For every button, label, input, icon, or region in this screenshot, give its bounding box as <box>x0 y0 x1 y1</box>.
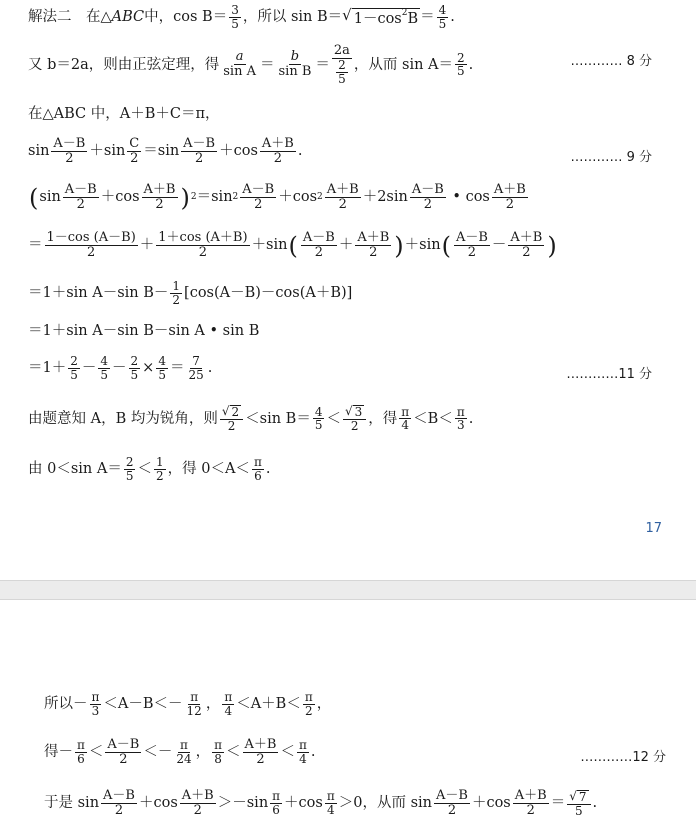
denominator: 2 <box>447 803 457 819</box>
square-root <box>569 790 588 804</box>
fraction <box>270 790 282 817</box>
exponent: 2 <box>317 192 323 203</box>
solution-line-1 <box>28 4 455 31</box>
numerator: A－B <box>302 230 335 245</box>
line-text: ＋cos <box>219 143 258 160</box>
numerator: A＋B <box>493 182 526 197</box>
denominator: 6 <box>254 468 262 483</box>
numerator: 4 <box>158 354 166 368</box>
line-text: ＋2sin <box>362 189 408 206</box>
solution-line-2 <box>28 44 473 86</box>
denominator: 2 <box>505 197 514 213</box>
score-marker: ………… 8 分 <box>570 54 652 69</box>
exponent: 2 <box>401 8 408 19</box>
denominator: 2 <box>350 418 359 433</box>
solution-line-5 <box>28 183 530 212</box>
numerator: A－B <box>64 182 97 197</box>
numerator: π <box>190 690 199 704</box>
numerator: 2 <box>70 354 78 368</box>
fraction <box>260 137 296 166</box>
line-text: ，得 <box>368 410 398 427</box>
numerator: 2a <box>333 43 350 58</box>
line-text: ＜ <box>326 410 341 427</box>
fraction <box>454 231 490 260</box>
fraction <box>301 231 337 260</box>
numerator: 1－cos (A－B) <box>46 230 136 245</box>
denominator: 2 <box>254 197 263 213</box>
fraction <box>51 137 87 166</box>
fraction <box>243 738 279 767</box>
solution-line-6 <box>28 231 558 260</box>
score-marker: ………… 9 分 <box>570 150 652 165</box>
denominator: 2 <box>195 151 204 167</box>
numerator: A＋B <box>261 136 294 151</box>
denominator: 5 <box>130 367 139 382</box>
numerator: π <box>214 738 223 753</box>
line-text: ＝1＋sin A－sin B－ <box>28 285 169 302</box>
radical-sign: √ <box>569 788 577 803</box>
denominator: 5 <box>438 16 447 31</box>
numerator: π <box>224 690 233 704</box>
denominator: 2 <box>526 803 535 819</box>
line-text: ＋ <box>338 237 354 254</box>
line-text: ＝ <box>260 56 275 73</box>
compound-fraction <box>332 44 352 86</box>
right-paren: ) <box>180 183 190 212</box>
fraction <box>212 739 224 766</box>
numerator: A＋B <box>326 182 359 197</box>
line-text: ＜ <box>280 744 295 761</box>
fraction <box>142 183 178 212</box>
line-text: ＜ <box>88 744 104 761</box>
line-text: 中，cos B＝ <box>144 9 228 26</box>
radicand-text: 1－cos <box>353 11 402 28</box>
fraction <box>174 739 193 766</box>
denominator: 24 <box>176 752 192 767</box>
denominator: 2 <box>273 151 283 167</box>
denominator: 2 <box>87 245 96 261</box>
line-text: ＋ <box>139 237 155 254</box>
fraction <box>303 691 315 718</box>
line-text: ＜sin B＝ <box>245 410 311 427</box>
fraction <box>434 789 470 818</box>
fraction <box>156 355 168 382</box>
denominator: 2 <box>467 245 477 261</box>
denominator: 2 <box>369 245 378 261</box>
numerator: 3 <box>231 3 239 17</box>
fraction <box>455 406 467 433</box>
solution-line-14 <box>44 789 597 818</box>
denominator: 2 <box>522 245 531 261</box>
radical-sign: √ <box>344 404 353 418</box>
numerator: 1 <box>155 455 164 469</box>
line-text: 于是 sin <box>44 795 100 812</box>
line-text: ，从而 sin A＝ <box>353 56 454 73</box>
numerator: π <box>77 738 85 753</box>
denominator: 2 <box>155 197 164 213</box>
line-text: ＋cos <box>471 795 511 812</box>
denominator: sin B <box>278 64 312 80</box>
numerator: 2 <box>130 354 139 368</box>
line-text: . <box>592 795 598 812</box>
denominator: 2 <box>304 703 313 718</box>
left-paren: ( <box>29 183 39 212</box>
score-marker: …………12 分 <box>580 750 666 765</box>
fraction <box>127 137 141 166</box>
solution-line-3 <box>28 107 220 122</box>
fraction <box>221 50 258 79</box>
numerator: A＋B <box>181 788 214 803</box>
line-text: － <box>112 360 127 377</box>
numerator: A－B <box>53 136 86 151</box>
denominator: 2 <box>193 803 202 819</box>
line-text: • cos <box>447 189 490 206</box>
fraction <box>186 355 205 382</box>
square-root <box>342 8 420 27</box>
denominator: 6 <box>272 803 280 818</box>
fraction <box>240 183 276 212</box>
line-text: ＞0，从而 sin <box>338 795 432 812</box>
line-text: . <box>297 143 303 160</box>
numerator: π <box>180 738 188 753</box>
denominator: 4 <box>401 418 410 433</box>
line-text: 在△ABC 中，A＋B＋C＝π， <box>28 106 220 122</box>
line-text: ，得 0＜A＜ <box>167 461 250 478</box>
denominator: 5 <box>158 367 166 382</box>
fraction <box>277 50 314 79</box>
fraction <box>154 456 166 483</box>
line-text: ， <box>316 696 332 713</box>
numerator: b <box>290 49 300 65</box>
square-root <box>222 405 241 419</box>
denominator: 25 <box>188 367 204 382</box>
line-text: sin <box>28 143 50 160</box>
solution-line-13 <box>44 738 315 767</box>
fraction <box>455 52 467 79</box>
denominator: 4 <box>299 752 307 767</box>
numerator: π <box>326 789 335 804</box>
radicand: 2 <box>231 405 240 419</box>
line-text: . <box>265 461 271 478</box>
numerator: 2 <box>338 58 346 73</box>
fraction <box>399 406 411 433</box>
fraction <box>325 790 337 817</box>
numerator: π <box>91 690 100 704</box>
denominator: 2 <box>65 151 74 167</box>
denominator: 8 <box>214 752 222 767</box>
fraction <box>252 456 264 483</box>
line-text: ＜A＋B＜ <box>236 696 301 713</box>
numerator: 1＋cos (A＋B) <box>158 230 248 245</box>
line-text: ， <box>205 696 221 713</box>
line-text: ＋cos <box>278 189 318 206</box>
right-paren: ) <box>547 231 557 260</box>
score-marker: …………11 分 <box>566 367 652 382</box>
line-text: ，所以 sin B＝ <box>242 9 343 26</box>
fraction <box>220 405 243 433</box>
denominator: 4 <box>326 803 335 818</box>
numerator: A－B <box>242 182 275 197</box>
fraction <box>105 738 141 767</box>
fraction <box>313 406 325 433</box>
line-text: ＝1＋ <box>28 360 67 377</box>
denominator: 2 <box>198 245 208 261</box>
line-text: ＜A－B＜－ <box>103 696 183 713</box>
line-text: [cos(A－B)－cos(A＋B)] <box>184 285 353 302</box>
denominator: 5 <box>231 16 239 31</box>
fraction <box>343 405 366 433</box>
line-text: 解法二 在△ <box>28 9 112 26</box>
denominator: 3 <box>456 418 465 433</box>
fraction <box>75 739 87 766</box>
numerator: A－B <box>183 136 216 151</box>
numerator: π <box>456 404 465 419</box>
line-text: ＋sin <box>89 143 126 160</box>
denominator: 2 <box>338 197 347 213</box>
denominator: 2 <box>130 151 139 167</box>
line-text: ＝ <box>315 56 330 73</box>
denominator: 4 <box>224 703 233 718</box>
fraction <box>410 183 446 212</box>
numerator: π <box>272 789 281 804</box>
numerator: A＋B <box>510 230 543 245</box>
numerator: A＋B <box>143 182 176 197</box>
radicand: 3 <box>354 405 363 419</box>
numerator <box>220 405 243 420</box>
numerator <box>343 405 366 420</box>
line-text: ＝ <box>169 360 185 377</box>
line-text: . <box>468 410 474 427</box>
denominator: 5 <box>457 64 465 79</box>
left-paren: ( <box>288 231 298 260</box>
fraction <box>437 4 449 31</box>
square-root <box>345 405 364 419</box>
fraction <box>336 59 348 86</box>
fraction <box>101 789 137 818</box>
denominator: 5 <box>70 367 78 382</box>
denominator: 5 <box>100 367 109 382</box>
line-text: sin <box>39 189 61 206</box>
fraction <box>567 790 590 818</box>
fraction <box>98 355 110 382</box>
line-text: 又 b＝2a，则由正弦定理，得 <box>28 56 220 73</box>
solution-line-10 <box>28 405 473 433</box>
document-page-2 <box>0 600 696 829</box>
fraction <box>325 183 361 212</box>
line-text: ＝sin <box>143 143 180 160</box>
fraction <box>180 789 216 818</box>
right-paren: ) <box>394 231 404 260</box>
numerator: 2 <box>125 455 134 469</box>
line-text: ＜ <box>226 744 241 761</box>
radicand <box>352 8 420 27</box>
exponent: 2 <box>190 192 197 203</box>
line-text: 由 0＜sin A＝ <box>28 461 122 478</box>
radicand: 7 <box>578 789 587 804</box>
denominator: 2 <box>227 418 236 433</box>
fraction <box>170 280 182 307</box>
numerator: A－B <box>107 737 140 752</box>
page-separator <box>0 580 696 600</box>
fraction <box>492 183 528 212</box>
line-text: ＝sin <box>196 189 233 206</box>
numerator: 4 <box>314 404 323 419</box>
fraction <box>181 137 217 166</box>
solution-line-12 <box>44 691 331 718</box>
solution-line-8 <box>28 324 259 339</box>
line-text: . <box>207 360 213 377</box>
fraction <box>68 355 80 382</box>
solution-line-4 <box>28 137 302 166</box>
line-text: ＜－ <box>143 744 173 761</box>
line-text: ， <box>195 744 211 761</box>
line-text: ＋sin <box>251 237 288 254</box>
line-text: . <box>468 56 474 73</box>
numerator: A－B <box>411 182 444 197</box>
denominator: 6 <box>77 752 85 767</box>
denominator: 5 <box>338 71 346 86</box>
line-text: ＋cos <box>138 795 178 812</box>
page-number: 17 <box>645 521 662 536</box>
denominator: 2 <box>314 245 323 261</box>
fraction <box>222 691 234 718</box>
denominator: 5 <box>314 418 323 433</box>
fraction <box>185 691 204 718</box>
numerator: a <box>235 49 244 65</box>
numerator: 7 <box>192 354 200 368</box>
fraction <box>90 691 102 718</box>
line-text: ＝1＋sin A－sin B－sin A • sin B <box>28 323 260 339</box>
line-text: ＝ <box>28 237 43 254</box>
line-text: ＝ <box>550 795 566 812</box>
line-text: ＜ <box>137 461 152 478</box>
fraction <box>156 231 249 260</box>
line-text: ＜B＜ <box>413 410 453 427</box>
numerator: π <box>401 404 410 419</box>
numerator: C <box>129 136 140 151</box>
fraction <box>129 355 141 382</box>
denominator: 2 <box>256 752 265 768</box>
numerator: A－B <box>436 788 468 803</box>
numerator: A＋B <box>514 788 547 803</box>
line-text: 得－ <box>44 744 73 761</box>
radicand-text: B <box>407 11 419 28</box>
fraction <box>355 231 391 260</box>
line-text: ABC <box>111 9 145 26</box>
solution-line-7 <box>28 280 352 307</box>
line-text: ＋sin <box>404 237 441 254</box>
line-text: 由题意知 A，B 均为锐角，则 <box>28 410 218 427</box>
denominator: 2 <box>76 197 85 213</box>
denominator: 2 <box>119 752 128 768</box>
numerator: π <box>298 738 307 753</box>
radical-sign: √ <box>342 6 352 25</box>
numerator <box>567 790 590 805</box>
line-text: . <box>310 744 316 761</box>
numerator: A＋B <box>244 737 277 752</box>
left-paren: ( <box>441 231 451 260</box>
numerator: 4 <box>438 3 447 17</box>
denominator: 3 <box>91 703 100 718</box>
exponent: 2 <box>232 192 239 203</box>
fraction <box>229 4 241 31</box>
radical-sign: √ <box>221 404 230 418</box>
line-text: ＋cos <box>100 189 140 206</box>
line-text: . <box>450 9 455 26</box>
denominator: 5 <box>125 468 134 483</box>
line-text: ＝ <box>420 9 435 26</box>
numerator: π <box>253 455 262 469</box>
numerator: A＋B <box>357 230 390 245</box>
numerator: 2 <box>457 50 465 65</box>
line-text: × <box>142 360 155 377</box>
denominator: 2 <box>172 292 181 307</box>
denominator <box>332 59 352 86</box>
numerator: 1 <box>172 279 181 293</box>
line-text: ＞－sin <box>217 795 269 812</box>
line-text: 所以－ <box>44 696 88 713</box>
denominator: 2 <box>423 197 432 213</box>
line-text: － <box>491 237 507 254</box>
solution-line-9 <box>28 355 212 382</box>
denominator: 12 <box>186 703 202 718</box>
fraction <box>124 456 136 483</box>
numerator: π <box>304 690 313 704</box>
line-text: ＋cos <box>284 795 323 812</box>
numerator: 4 <box>100 354 109 368</box>
numerator: A－B <box>455 230 488 245</box>
solution-line-11 <box>28 456 270 483</box>
denominator: 5 <box>575 803 583 818</box>
fraction <box>297 739 309 766</box>
line-text: － <box>81 360 97 377</box>
denominator: sin A <box>223 64 256 80</box>
fraction <box>508 231 544 260</box>
fraction <box>513 789 549 818</box>
fraction <box>45 231 138 260</box>
denominator: 2 <box>114 803 124 819</box>
denominator: 2 <box>155 468 164 483</box>
numerator: A－B <box>103 788 135 803</box>
fraction <box>63 183 99 212</box>
